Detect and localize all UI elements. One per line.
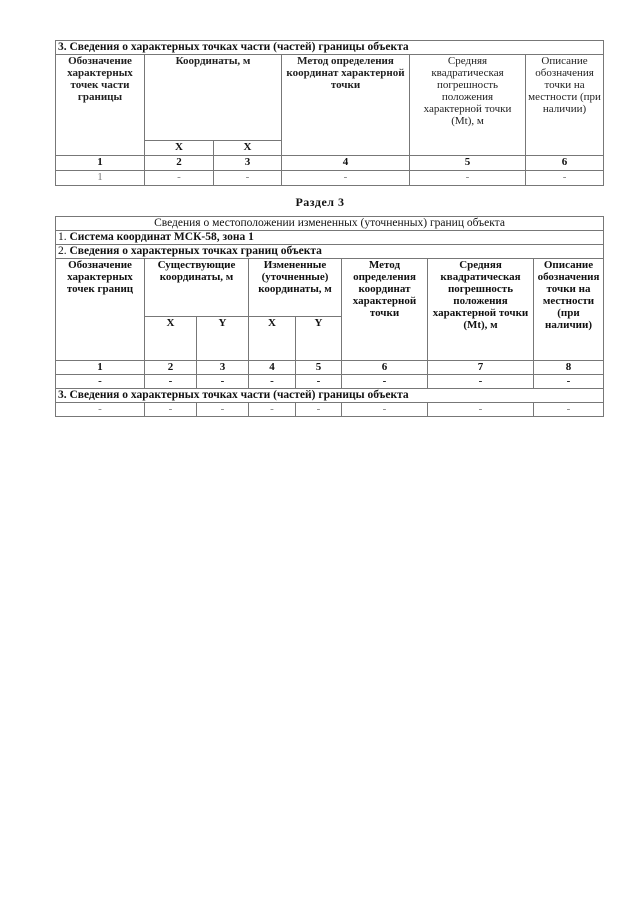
data-cell: - [282, 171, 410, 186]
table-title: Сведения о местоположении измененных (уточненных) границ объекта [56, 217, 604, 231]
index-cell: 5 [410, 156, 526, 171]
header-method: Метод определения координат характерной точки [282, 55, 410, 156]
data-cell: - [526, 171, 604, 186]
section-number: 2. [58, 245, 67, 257]
header-mean-error: Средняя квадратическая погрешность положения характерной точки (Mt), м [428, 259, 534, 361]
index-cell: 6 [342, 361, 428, 375]
data-cell: - [534, 375, 604, 389]
data-cell: - [342, 403, 428, 417]
header-coordinates: Координаты, м [145, 55, 282, 141]
index-cell: 6 [526, 156, 604, 171]
parts-boundary-points-table [55, 40, 604, 186]
header-y-changed: Y [296, 317, 342, 361]
index-cell: 3 [214, 156, 282, 171]
coordinate-system-text: Система координат МСК-58, зона 1 [69, 231, 254, 243]
section-heading: Раздел 3 [295, 195, 345, 209]
coordinate-system [56, 231, 604, 245]
data-cell: - [428, 375, 534, 389]
data-cell: - [296, 375, 342, 389]
index-row [56, 361, 604, 375]
data-cell: 1 [56, 171, 145, 186]
section-title [56, 389, 604, 403]
table-row [56, 403, 604, 417]
header-method: Метод определения координат характерной точки [342, 259, 428, 361]
changed-boundaries-table [55, 216, 604, 417]
table-row [56, 171, 604, 186]
header-x-existing: X [145, 317, 197, 361]
data-cell: - [56, 403, 145, 417]
section-text: Сведения о характерных точках границ объекта [69, 245, 322, 257]
index-cell: 2 [145, 156, 214, 171]
index-cell: 1 [56, 156, 145, 171]
section-title [56, 245, 604, 259]
header-mean-error: Средняя квадратическая погрешность положения характерной точки (Mt), м [410, 55, 526, 156]
data-cell: - [145, 403, 197, 417]
data-cell: - [145, 171, 214, 186]
section-title: 3. Сведения о характерных точках части (частей) границы объекта [56, 41, 604, 55]
index-cell: 1 [56, 361, 145, 375]
header-y-existing: Y [197, 317, 249, 361]
data-cell: - [197, 375, 249, 389]
index-cell: 4 [249, 361, 296, 375]
index-cell: 7 [428, 361, 534, 375]
data-cell: - [342, 375, 428, 389]
header-point-designation: Обозначение характерных точек части границы [56, 55, 145, 156]
index-cell: 5 [296, 361, 342, 375]
header-changed-coordinates: Измененные (уточненные) координаты, м [249, 259, 342, 317]
index-cell: 3 [197, 361, 249, 375]
data-cell: - [145, 375, 197, 389]
header-x-1: X [145, 141, 214, 156]
section-number: 3. [58, 389, 67, 401]
data-cell: - [249, 403, 296, 417]
index-cell: 8 [534, 361, 604, 375]
index-row [56, 156, 604, 171]
header-description: Описание обозначения точки на местности (при наличии) [526, 55, 604, 156]
index-cell: 4 [282, 156, 410, 171]
header-existing-coordinates: Существующие координаты, м [145, 259, 249, 317]
data-cell: - [296, 403, 342, 417]
section-text: Сведения о характерных точках части (частей) границы объекта [69, 389, 409, 401]
data-cell: - [197, 403, 249, 417]
header-point-designation: Обозначение характерных точек границ [56, 259, 145, 361]
header-description: Описание обозначения точки на местности (при наличии) [534, 259, 604, 361]
data-cell: - [410, 171, 526, 186]
data-cell: - [56, 375, 145, 389]
data-cell: - [214, 171, 282, 186]
data-cell: - [428, 403, 534, 417]
data-cell: - [534, 403, 604, 417]
table-row [56, 375, 604, 389]
header-x-2: X [214, 141, 282, 156]
data-cell: - [249, 375, 296, 389]
coordinate-system-number: 1. [58, 231, 67, 243]
header-x-changed: X [249, 317, 296, 361]
index-cell: 2 [145, 361, 197, 375]
